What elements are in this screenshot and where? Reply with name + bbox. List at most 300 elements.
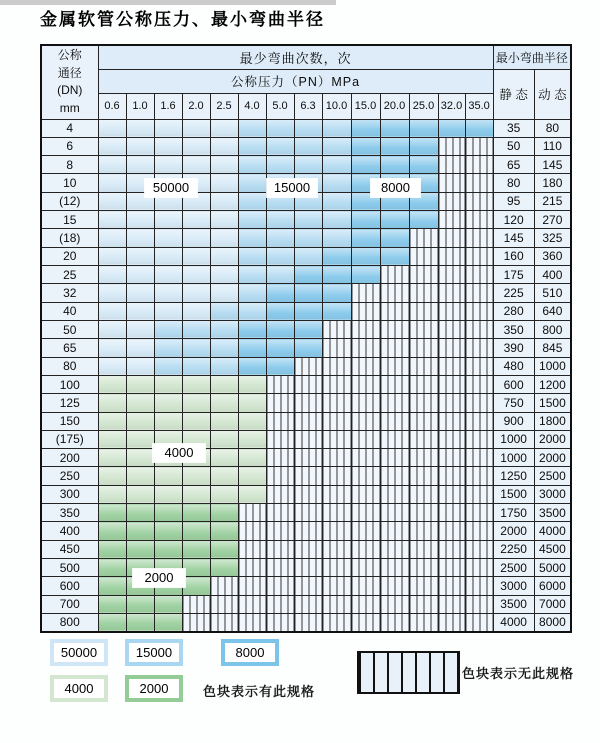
static-radius-cell: 35 bbox=[493, 119, 534, 137]
table-row-dn-200 bbox=[41, 449, 571, 467]
cell-spec-8000次 bbox=[266, 284, 294, 302]
cell-spec-2000次 bbox=[126, 504, 154, 522]
dn-cell: 500 bbox=[41, 559, 98, 577]
cell-no-spec bbox=[351, 485, 380, 503]
cell-no-spec bbox=[380, 613, 409, 631]
cell-spec-8000次 bbox=[380, 247, 409, 265]
cell-spec-4000次 bbox=[238, 375, 266, 393]
cell-no-spec bbox=[380, 504, 409, 522]
cell-spec-8000次 bbox=[351, 266, 380, 284]
cell-spec-4000次 bbox=[154, 412, 182, 430]
cell-spec-50000次 bbox=[210, 137, 238, 155]
cell-no-spec bbox=[294, 577, 322, 595]
dn-cell: 250 bbox=[41, 467, 98, 485]
cell-spec-50000次 bbox=[210, 284, 238, 302]
static-radius-cell: 1000 bbox=[493, 449, 534, 467]
cell-no-spec bbox=[465, 595, 493, 613]
cell-no-spec bbox=[294, 522, 322, 540]
cell-no-spec bbox=[322, 577, 351, 595]
cell-spec-4000次 bbox=[98, 412, 126, 430]
cell-spec-4000次 bbox=[126, 485, 154, 503]
cell-no-spec bbox=[266, 577, 294, 595]
cell-no-spec bbox=[210, 577, 238, 595]
static-radius-cell: 175 bbox=[493, 266, 534, 284]
cell-spec-2000次 bbox=[98, 595, 126, 613]
cell-spec-15000次 bbox=[266, 119, 294, 137]
cell-spec-4000次 bbox=[98, 375, 126, 393]
cell-no-spec bbox=[351, 394, 380, 412]
cell-no-spec bbox=[438, 192, 465, 210]
cell-spec-15000次 bbox=[322, 156, 351, 174]
cell-spec-50000次 bbox=[210, 156, 238, 174]
cell-no-spec bbox=[409, 613, 438, 631]
cell-spec-4000次 bbox=[210, 430, 238, 448]
cell-no-spec bbox=[380, 485, 409, 503]
cell-spec-8000次 bbox=[266, 339, 294, 357]
cell-spec-2000次 bbox=[154, 540, 182, 558]
cell-no-spec bbox=[438, 174, 465, 192]
dn-cell: 32 bbox=[41, 284, 98, 302]
corner-header-line: 通径 bbox=[57, 65, 82, 80]
dn-cell: 400 bbox=[41, 522, 98, 540]
cell-spec-4000次 bbox=[98, 449, 126, 467]
static-radius-cell: 600 bbox=[493, 375, 534, 393]
cell-no-spec bbox=[294, 430, 322, 448]
pressure-col-0.6: 0.6 bbox=[98, 93, 126, 119]
cell-spec-8000次 bbox=[294, 266, 322, 284]
cell-no-spec bbox=[351, 320, 380, 338]
cell-no-spec bbox=[294, 540, 322, 558]
table-row-dn-65 bbox=[41, 339, 571, 357]
cell-no-spec bbox=[409, 522, 438, 540]
corner-header-line: 公称 bbox=[57, 48, 82, 63]
cell-spec-8000次 bbox=[351, 137, 380, 155]
static-radius-cell: 80 bbox=[493, 174, 534, 192]
cell-no-spec bbox=[294, 357, 322, 375]
dynamic-radius-cell: 3500 bbox=[534, 504, 571, 522]
cell-no-spec bbox=[294, 449, 322, 467]
cell-no-spec bbox=[380, 284, 409, 302]
cell-no-spec bbox=[438, 577, 465, 595]
cell-spec-2000次 bbox=[154, 522, 182, 540]
cell-no-spec bbox=[266, 485, 294, 503]
legend-chip-value: 2000 bbox=[129, 679, 179, 698]
cell-no-spec bbox=[322, 375, 351, 393]
cell-spec-8000次 bbox=[294, 302, 322, 320]
cell-spec-8000次 bbox=[322, 284, 351, 302]
cell-no-spec bbox=[380, 394, 409, 412]
cell-no-spec bbox=[409, 339, 438, 357]
table-row-dn-250 bbox=[41, 467, 571, 485]
dynamic-radius-cell: 270 bbox=[534, 211, 571, 229]
dn-cell: (175) bbox=[41, 430, 98, 448]
dn-cell: 10 bbox=[41, 174, 98, 192]
cell-spec-15000次 bbox=[182, 339, 210, 357]
cell-spec-50000次 bbox=[210, 266, 238, 284]
cell-no-spec bbox=[322, 357, 351, 375]
cell-no-spec bbox=[465, 174, 493, 192]
cell-spec-50000次 bbox=[98, 119, 126, 137]
cell-spec-4000次 bbox=[126, 375, 154, 393]
cell-spec-2000次 bbox=[98, 504, 126, 522]
corner-header-dn bbox=[41, 45, 98, 119]
cell-no-spec bbox=[409, 375, 438, 393]
cell-spec-50000次 bbox=[126, 302, 154, 320]
cell-no-spec bbox=[380, 412, 409, 430]
table-row-dn-700 bbox=[41, 595, 571, 613]
static-radius-cell: 225 bbox=[493, 284, 534, 302]
cell-spec-4000次 bbox=[182, 485, 210, 503]
cell-spec-50000次 bbox=[98, 247, 126, 265]
cell-no-spec bbox=[465, 559, 493, 577]
cell-no-spec bbox=[322, 320, 351, 338]
dynamic-radius-cell: 215 bbox=[534, 192, 571, 210]
static-radius-cell: 4000 bbox=[493, 613, 534, 631]
cell-spec-15000次 bbox=[266, 266, 294, 284]
cell-no-spec bbox=[438, 357, 465, 375]
static-radius-cell: 1000 bbox=[493, 430, 534, 448]
cell-no-spec bbox=[380, 339, 409, 357]
table-row-dn-(18) bbox=[41, 229, 571, 247]
cell-spec-50000次 bbox=[98, 320, 126, 338]
static-radius-cell: 95 bbox=[493, 192, 534, 210]
cell-spec-50000次 bbox=[154, 229, 182, 247]
legend-chip-15000 bbox=[125, 639, 183, 666]
cell-no-spec bbox=[380, 302, 409, 320]
cell-no-spec bbox=[380, 320, 409, 338]
dn-cell: 65 bbox=[41, 339, 98, 357]
cell-no-spec bbox=[238, 559, 266, 577]
dynamic-radius-cell: 400 bbox=[534, 266, 571, 284]
cell-spec-15000次 bbox=[238, 192, 266, 210]
cell-spec-50000次 bbox=[154, 119, 182, 137]
cell-spec-2000次 bbox=[98, 613, 126, 631]
cell-spec-8000次 bbox=[380, 211, 409, 229]
cell-spec-2000次 bbox=[210, 540, 238, 558]
cell-spec-2000次 bbox=[182, 540, 210, 558]
cell-spec-2000次 bbox=[182, 559, 210, 577]
dynamic-radius-cell: 8000 bbox=[534, 613, 571, 631]
cell-spec-15000次 bbox=[294, 137, 322, 155]
cell-spec-8000次 bbox=[266, 357, 294, 375]
dn-cell: 20 bbox=[41, 247, 98, 265]
zone-label-8000: 8000 bbox=[371, 179, 420, 197]
cell-no-spec bbox=[322, 412, 351, 430]
cell-no-spec bbox=[465, 394, 493, 412]
cell-no-spec bbox=[465, 156, 493, 174]
cell-spec-4000次 bbox=[126, 467, 154, 485]
cell-spec-8000次 bbox=[351, 247, 380, 265]
dn-cell: 4 bbox=[41, 119, 98, 137]
cell-no-spec bbox=[351, 540, 380, 558]
cell-no-spec bbox=[409, 430, 438, 448]
legend-chip-8000 bbox=[221, 639, 279, 666]
cell-no-spec bbox=[380, 540, 409, 558]
table-row-dn-800 bbox=[41, 613, 571, 631]
cell-no-spec bbox=[238, 613, 266, 631]
table-row-dn-50 bbox=[41, 320, 571, 338]
cell-spec-50000次 bbox=[98, 302, 126, 320]
cell-no-spec bbox=[294, 412, 322, 430]
cell-no-spec bbox=[322, 522, 351, 540]
cell-no-spec bbox=[438, 522, 465, 540]
cell-no-spec bbox=[465, 229, 493, 247]
cell-spec-15000次 bbox=[322, 211, 351, 229]
static-radius-cell: 3000 bbox=[493, 577, 534, 595]
cell-spec-15000次 bbox=[238, 211, 266, 229]
cell-no-spec bbox=[465, 339, 493, 357]
dynamic-radius-cell: 510 bbox=[534, 284, 571, 302]
cell-spec-4000次 bbox=[238, 467, 266, 485]
cell-spec-4000次 bbox=[126, 412, 154, 430]
cell-no-spec bbox=[465, 467, 493, 485]
cell-spec-8000次 bbox=[409, 156, 438, 174]
pressure-radius-table-wrap bbox=[40, 44, 570, 631]
dynamic-radius-cell: 110 bbox=[534, 137, 571, 155]
cell-no-spec bbox=[238, 540, 266, 558]
cell-no-spec bbox=[409, 357, 438, 375]
dn-cell: 350 bbox=[41, 504, 98, 522]
cell-spec-2000次 bbox=[154, 595, 182, 613]
cell-spec-50000次 bbox=[126, 266, 154, 284]
dynamic-radius-cell: 4500 bbox=[534, 540, 571, 558]
cell-no-spec bbox=[351, 522, 380, 540]
cell-spec-2000次 bbox=[98, 559, 126, 577]
cell-spec-4000次 bbox=[210, 467, 238, 485]
cell-no-spec bbox=[438, 320, 465, 338]
cell-spec-50000次 bbox=[126, 137, 154, 155]
cell-spec-2000次 bbox=[182, 522, 210, 540]
pressure-radius-table bbox=[40, 44, 572, 633]
cell-spec-15000次 bbox=[238, 284, 266, 302]
cell-spec-2000次 bbox=[126, 613, 154, 631]
cell-spec-8000次 bbox=[409, 119, 438, 137]
cell-spec-4000次 bbox=[126, 394, 154, 412]
cell-no-spec bbox=[438, 375, 465, 393]
cell-no-spec bbox=[351, 577, 380, 595]
static-radius-cell: 280 bbox=[493, 302, 534, 320]
cell-spec-50000次 bbox=[98, 137, 126, 155]
cell-no-spec bbox=[322, 394, 351, 412]
corner-header-line: mm bbox=[59, 100, 80, 115]
cell-no-spec bbox=[266, 613, 294, 631]
cell-no-spec bbox=[465, 577, 493, 595]
cell-no-spec bbox=[266, 522, 294, 540]
dn-cell: 600 bbox=[41, 577, 98, 595]
cell-spec-50000次 bbox=[126, 156, 154, 174]
cell-spec-50000次 bbox=[210, 247, 238, 265]
cell-no-spec bbox=[294, 559, 322, 577]
cell-no-spec bbox=[266, 559, 294, 577]
cell-no-spec bbox=[465, 211, 493, 229]
cell-no-spec bbox=[409, 266, 438, 284]
cell-spec-15000次 bbox=[238, 302, 266, 320]
static-radius-cell: 480 bbox=[493, 357, 534, 375]
pressure-col-15.0: 15.0 bbox=[351, 93, 380, 119]
cell-spec-8000次 bbox=[380, 229, 409, 247]
cell-no-spec bbox=[322, 559, 351, 577]
cell-spec-50000次 bbox=[98, 357, 126, 375]
dynamic-radius-cell: 80 bbox=[534, 119, 571, 137]
cell-no-spec bbox=[438, 339, 465, 357]
cell-no-spec bbox=[322, 540, 351, 558]
dn-cell: (12) bbox=[41, 192, 98, 210]
cell-spec-8000次 bbox=[294, 320, 322, 338]
cell-spec-15000次 bbox=[238, 156, 266, 174]
dynamic-radius-cell: 180 bbox=[534, 174, 571, 192]
cell-spec-8000次 bbox=[380, 156, 409, 174]
cell-spec-50000次 bbox=[182, 137, 210, 155]
cell-spec-4000次 bbox=[238, 394, 266, 412]
pressure-col-1.6: 1.6 bbox=[154, 93, 182, 119]
cell-spec-50000次 bbox=[154, 137, 182, 155]
cell-no-spec bbox=[351, 357, 380, 375]
cell-no-spec bbox=[294, 394, 322, 412]
table-row-dn-32 bbox=[41, 284, 571, 302]
cell-no-spec bbox=[351, 339, 380, 357]
cell-spec-15000次 bbox=[210, 339, 238, 357]
pressure-col-6.3: 6.3 bbox=[294, 93, 322, 119]
cell-no-spec bbox=[465, 522, 493, 540]
cell-no-spec bbox=[210, 613, 238, 631]
cell-no-spec bbox=[322, 430, 351, 448]
dynamic-radius-cell: 1000 bbox=[534, 357, 571, 375]
cell-no-spec bbox=[409, 504, 438, 522]
cell-spec-2000次 bbox=[98, 522, 126, 540]
cell-no-spec bbox=[351, 613, 380, 631]
dn-cell: 150 bbox=[41, 412, 98, 430]
cell-no-spec bbox=[438, 302, 465, 320]
cell-spec-50000次 bbox=[98, 192, 126, 210]
dynamic-radius-cell: 2000 bbox=[534, 449, 571, 467]
cell-spec-50000次 bbox=[98, 174, 126, 192]
cell-spec-2000次 bbox=[126, 522, 154, 540]
cell-spec-2000次 bbox=[210, 504, 238, 522]
cell-no-spec bbox=[380, 375, 409, 393]
cell-spec-4000次 bbox=[182, 412, 210, 430]
table-row-dn-8 bbox=[41, 156, 571, 174]
table-row-dn-(175) bbox=[41, 430, 571, 448]
table-row-dn-100 bbox=[41, 375, 571, 393]
dn-cell: 40 bbox=[41, 302, 98, 320]
cell-spec-4000次 bbox=[126, 430, 154, 448]
cell-no-spec bbox=[409, 467, 438, 485]
dn-cell: 450 bbox=[41, 540, 98, 558]
cell-spec-2000次 bbox=[210, 559, 238, 577]
cell-spec-8000次 bbox=[238, 339, 266, 357]
cell-no-spec bbox=[294, 613, 322, 631]
cell-no-spec bbox=[380, 559, 409, 577]
cell-spec-50000次 bbox=[126, 320, 154, 338]
dynamic-radius-cell: 1200 bbox=[534, 375, 571, 393]
dn-cell: 300 bbox=[41, 485, 98, 503]
dn-cell: 200 bbox=[41, 449, 98, 467]
cell-spec-50000次 bbox=[210, 174, 238, 192]
dynamic-radius-cell: 800 bbox=[534, 320, 571, 338]
dynamic-radius-cell: 6000 bbox=[534, 577, 571, 595]
cell-no-spec bbox=[409, 595, 438, 613]
table-row-dn-350 bbox=[41, 504, 571, 522]
min-bend-radius-header: 最小弯曲半径 bbox=[493, 45, 571, 69]
static-radius-cell: 145 bbox=[493, 229, 534, 247]
cell-spec-15000次 bbox=[266, 229, 294, 247]
cell-spec-15000次 bbox=[182, 320, 210, 338]
cell-no-spec bbox=[322, 485, 351, 503]
legend-chip-4000 bbox=[50, 675, 108, 702]
cell-no-spec bbox=[409, 302, 438, 320]
cell-spec-8000次 bbox=[238, 357, 266, 375]
dn-cell: (18) bbox=[41, 229, 98, 247]
cell-no-spec bbox=[294, 467, 322, 485]
cell-no-spec bbox=[465, 504, 493, 522]
cell-no-spec bbox=[380, 522, 409, 540]
cell-spec-2000次 bbox=[154, 504, 182, 522]
cell-no-spec bbox=[182, 595, 210, 613]
cell-no-spec bbox=[238, 577, 266, 595]
cell-spec-4000次 bbox=[98, 394, 126, 412]
cell-spec-50000次 bbox=[210, 119, 238, 137]
dn-cell: 800 bbox=[41, 613, 98, 631]
table-row-dn-80 bbox=[41, 357, 571, 375]
cell-spec-50000次 bbox=[126, 247, 154, 265]
cell-spec-50000次 bbox=[182, 156, 210, 174]
cell-spec-8000次 bbox=[351, 156, 380, 174]
cell-spec-8000次 bbox=[351, 229, 380, 247]
cell-spec-4000次 bbox=[210, 485, 238, 503]
cell-spec-15000次 bbox=[238, 119, 266, 137]
cell-no-spec bbox=[465, 247, 493, 265]
cell-spec-2000次 bbox=[182, 504, 210, 522]
cell-no-spec bbox=[465, 192, 493, 210]
pressure-col-4.0: 4.0 bbox=[238, 93, 266, 119]
cell-no-spec bbox=[465, 266, 493, 284]
cell-spec-8000次 bbox=[294, 284, 322, 302]
cell-spec-15000次 bbox=[322, 229, 351, 247]
cell-spec-50000次 bbox=[182, 211, 210, 229]
cell-spec-15000次 bbox=[266, 247, 294, 265]
cell-spec-8000次 bbox=[238, 320, 266, 338]
cell-no-spec bbox=[266, 375, 294, 393]
dynamic-radius-cell: 3000 bbox=[534, 485, 571, 503]
cell-spec-8000次 bbox=[409, 137, 438, 155]
cell-no-spec bbox=[322, 449, 351, 467]
dynamic-radius-cell: 325 bbox=[534, 229, 571, 247]
cell-spec-15000次 bbox=[210, 302, 238, 320]
cell-no-spec bbox=[438, 156, 465, 174]
cell-spec-15000次 bbox=[238, 137, 266, 155]
cell-no-spec bbox=[322, 467, 351, 485]
pressure-col-10.0: 10.0 bbox=[322, 93, 351, 119]
cell-spec-4000次 bbox=[98, 430, 126, 448]
cell-spec-8000次 bbox=[294, 339, 322, 357]
cell-no-spec bbox=[266, 467, 294, 485]
cell-no-spec bbox=[266, 595, 294, 613]
cell-no-spec bbox=[409, 320, 438, 338]
cell-spec-2000次 bbox=[210, 522, 238, 540]
cell-spec-15000次 bbox=[154, 357, 182, 375]
cell-spec-50000次 bbox=[182, 119, 210, 137]
dynamic-radius-cell: 640 bbox=[534, 302, 571, 320]
page-title: 金属软管公称压力、最小弯曲半径 bbox=[40, 10, 325, 29]
cell-spec-4000次 bbox=[154, 375, 182, 393]
cell-no-spec bbox=[380, 595, 409, 613]
cell-spec-4000次 bbox=[182, 375, 210, 393]
cell-spec-50000次 bbox=[126, 284, 154, 302]
cell-no-spec bbox=[409, 485, 438, 503]
cell-no-spec bbox=[351, 284, 380, 302]
table-row-dn-125 bbox=[41, 394, 571, 412]
cell-spec-50000次 bbox=[210, 192, 238, 210]
